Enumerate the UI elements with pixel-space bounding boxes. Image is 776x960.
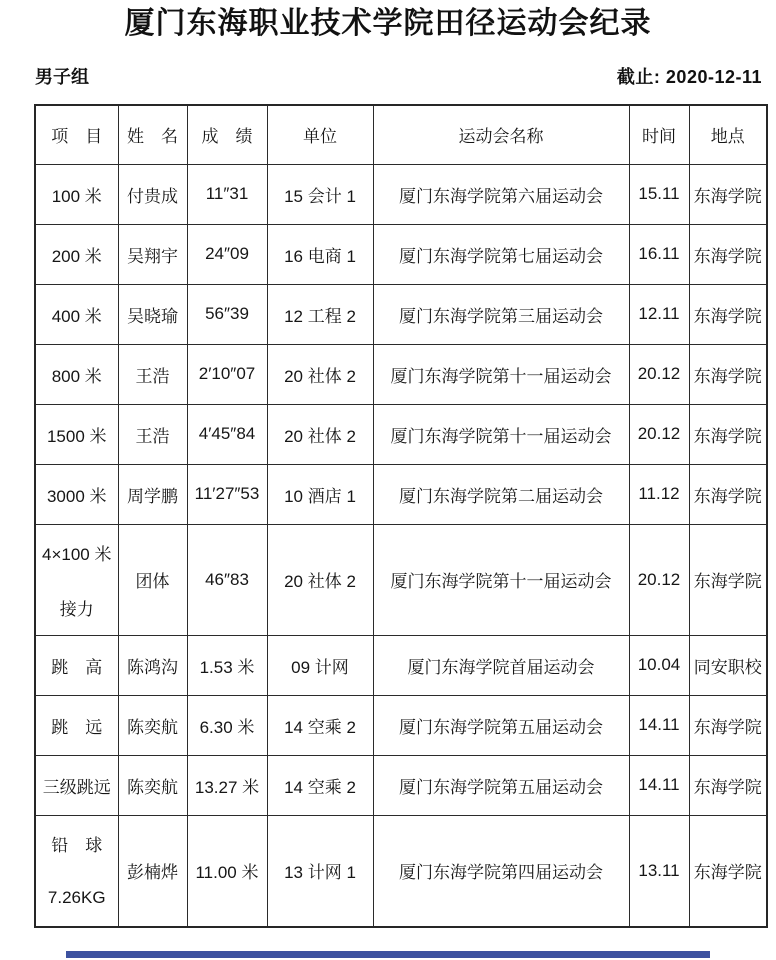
cell-unit: 14 空乘 2 [267, 755, 373, 815]
table-row [35, 635, 767, 695]
cell-result: 11″31 [187, 164, 267, 224]
cell-name: 周学鹏 [118, 464, 187, 524]
event-line1: 4×100 米 [42, 544, 112, 564]
event-line2: 7.26KG [47, 888, 106, 907]
cell-meet: 厦门东海学院首届运动会 [373, 635, 629, 695]
cell-meet: 厦门东海学院第五届运动会 [373, 695, 629, 755]
table-row [35, 815, 767, 927]
subheader [35, 63, 762, 89]
table-row [35, 224, 767, 284]
header-location: 地点 [689, 105, 767, 164]
cell-meet: 厦门东海学院第十一届运动会 [373, 524, 629, 635]
cell-event: 100 米 [35, 164, 118, 224]
cell-time: 20.12 [629, 404, 689, 464]
cell-time: 20.12 [629, 344, 689, 404]
cell-location: 东海学院 [689, 524, 767, 635]
cell-name: 陈奕航 [118, 695, 187, 755]
cell-event: 400 米 [35, 284, 118, 344]
cell-location: 东海学院 [689, 164, 767, 224]
cell-location: 东海学院 [689, 284, 767, 344]
cell-name: 陈奕航 [118, 755, 187, 815]
cell-name: 王浩 [118, 404, 187, 464]
cell-result: 11′27″53 [187, 464, 267, 524]
deadline-label: 截止: 2020-12-11 [616, 67, 762, 87]
cell-event: 200 米 [35, 224, 118, 284]
table-row [35, 284, 767, 344]
cell-result: 6.30 米 [187, 695, 267, 755]
cell-unit: 16 电商 1 [267, 224, 373, 284]
cell-unit: 15 会计 1 [267, 164, 373, 224]
cell-result: 4′45″84 [187, 404, 267, 464]
cell-location: 同安职校 [689, 635, 767, 695]
table-row [35, 164, 767, 224]
cell-location: 东海学院 [689, 464, 767, 524]
cell-meet: 厦门东海学院第六届运动会 [373, 164, 629, 224]
cell-meet: 厦门东海学院第七届运动会 [373, 224, 629, 284]
cell-location: 东海学院 [689, 695, 767, 755]
cell-time: 16.11 [629, 224, 689, 284]
cell-time: 10.04 [629, 635, 689, 695]
cell-unit: 20 社体 2 [267, 344, 373, 404]
cell-event: 跳 远 [35, 695, 118, 755]
cell-time: 15.11 [629, 164, 689, 224]
header-name: 姓 名 [118, 105, 187, 164]
cell-meet: 厦门东海学院第二届运动会 [373, 464, 629, 524]
bottom-accent-bar [66, 951, 710, 958]
cell-unit: 14 空乘 2 [267, 695, 373, 755]
cell-time: 14.11 [629, 695, 689, 755]
table-row [35, 404, 767, 464]
cell-event: 三级跳远 [35, 755, 118, 815]
event-line2: 接力 [59, 599, 94, 619]
table-header-row [35, 105, 767, 164]
cell-time: 11.12 [629, 464, 689, 524]
cell-event [35, 815, 118, 927]
cell-meet: 厦门东海学院第五届运动会 [373, 755, 629, 815]
cell-name: 付贵成 [118, 164, 187, 224]
cell-result: 1.53 米 [187, 635, 267, 695]
cell-location: 东海学院 [689, 224, 767, 284]
cell-result: 13.27 米 [187, 755, 267, 815]
cell-unit: 10 酒店 1 [267, 464, 373, 524]
records-table [34, 104, 768, 928]
cell-location: 东海学院 [689, 344, 767, 404]
cell-event: 跳 高 [35, 635, 118, 695]
table-row [35, 695, 767, 755]
header-time: 时间 [629, 105, 689, 164]
table-row [35, 755, 767, 815]
cell-result: 56″39 [187, 284, 267, 344]
cell-meet: 厦门东海学院第十一届运动会 [373, 344, 629, 404]
cell-unit: 13 计网 1 [267, 815, 373, 927]
table-row [35, 464, 767, 524]
cell-result: 2′10″07 [187, 344, 267, 404]
cell-location: 东海学院 [689, 815, 767, 927]
cell-event: 800 米 [35, 344, 118, 404]
cell-result: 11.00 米 [187, 815, 267, 927]
cell-location: 东海学院 [689, 404, 767, 464]
cell-time: 20.12 [629, 524, 689, 635]
group-label: 男子组 [35, 67, 89, 87]
cell-name: 彭楠烨 [118, 815, 187, 927]
table-row [35, 344, 767, 404]
cell-name: 团体 [118, 524, 187, 635]
cell-unit: 20 社体 2 [267, 404, 373, 464]
event-line1: 铅 球 [51, 835, 103, 855]
cell-meet: 厦门东海学院第十一届运动会 [373, 404, 629, 464]
cell-name: 陈鸿沟 [118, 635, 187, 695]
header-result: 成 绩 [187, 105, 267, 164]
header-meet: 运动会名称 [373, 105, 629, 164]
header-event: 项 目 [35, 105, 118, 164]
cell-event: 1500 米 [35, 404, 118, 464]
cell-unit: 09 计网 [267, 635, 373, 695]
cell-name: 王浩 [118, 344, 187, 404]
cell-unit: 20 社体 2 [267, 524, 373, 635]
cell-event: 3000 米 [35, 464, 118, 524]
table-row [35, 524, 767, 635]
cell-unit: 12 工程 2 [267, 284, 373, 344]
cell-time: 12.11 [629, 284, 689, 344]
cell-time: 13.11 [629, 815, 689, 927]
cell-event [35, 524, 118, 635]
cell-meet: 厦门东海学院第四届运动会 [373, 815, 629, 927]
cell-location: 东海学院 [689, 755, 767, 815]
page-title: 厦门东海职业技术学院田径运动会纪录 [124, 7, 652, 40]
cell-name: 吴翔宇 [118, 224, 187, 284]
cell-result: 46″83 [187, 524, 267, 635]
cell-result: 24″09 [187, 224, 267, 284]
cell-time: 14.11 [629, 755, 689, 815]
header-unit: 单位 [267, 105, 373, 164]
cell-meet: 厦门东海学院第三届运动会 [373, 284, 629, 344]
cell-name: 吴晓瑜 [118, 284, 187, 344]
